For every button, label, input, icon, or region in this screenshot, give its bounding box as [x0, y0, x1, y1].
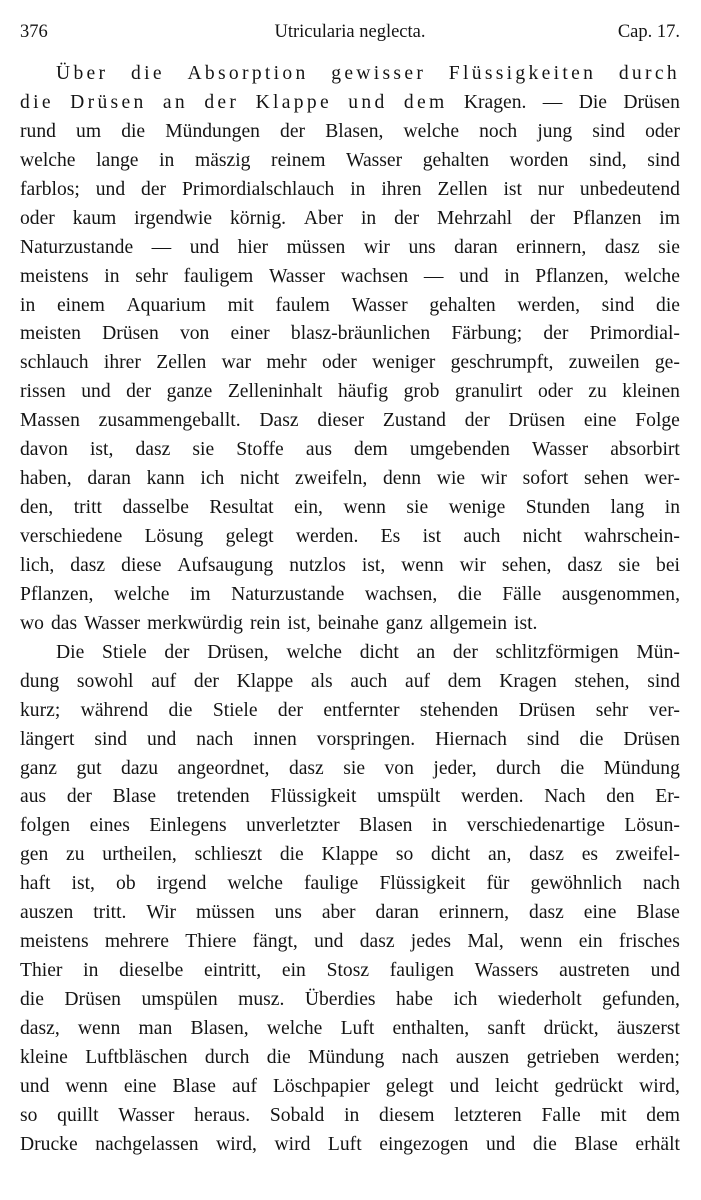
running-title: Utricularia neglecta. — [274, 22, 426, 42]
text-line: die Drüsen an der Klappe und dem Kragen. — Die Drüsen — [20, 91, 680, 113]
text-line: wo das Wasser merkwürdig rein ist, beinahe ganz allgemein ist. — [20, 612, 538, 634]
text-line: ganz gut dazu angeordnet, dasz sie von jeder, durch die Mündung — [20, 757, 680, 779]
text-line: auszen tritt. Wir müssen uns aber daran erinnern, dasz eine Blase — [20, 902, 680, 924]
text-line: davon ist, dasz sie Stoffe aus dem umgebenden Wasser absorbirt — [20, 439, 680, 461]
text-line: rissen und der ganze Zelleninhalt häufig grob granulirt oder zu kleinen — [20, 381, 680, 403]
text-line: Massen zusammengeballt. Dasz dieser Zustand der Drüsen eine Folge — [20, 410, 680, 432]
text-line: Naturzustande — und hier müssen wir uns daran erinnern, dasz sie — [20, 236, 680, 258]
paragraph — [20, 639, 680, 1160]
text-line: Drucke nachgelassen wird, wird Luft eingezogen und die Blase erhält — [20, 1133, 680, 1155]
text-line: aus der Blase tretenden Flüssigkeit umspült werden. Nach den Er- — [20, 786, 680, 808]
page-body — [20, 60, 680, 1160]
text-line: haben, daran kann ich nicht zweifeln, denn wie wir sofort sehen wer- — [20, 468, 680, 490]
text-line: rund um die Mündungen der Blasen, welche noch jung sind oder — [20, 120, 680, 142]
text-line: verschiedene Lösung gelegt werden. Es ist auch nicht wahrschein- — [20, 526, 680, 547]
text-line: Die Stiele der Drüsen, welche dicht an der schlitzförmigen Mün- — [56, 641, 680, 663]
text-line: dung sowohl auf der Klappe als auch auf dem Kragen stehen, sind — [20, 670, 680, 692]
text-line: folgen eines Einlegens unverletzter Blasen in verschiedenartige Lösun- — [20, 815, 680, 837]
text-line: haft ist, ob irgend welche faulige Flüssigkeit für gewöhnlich nach — [20, 873, 680, 895]
text-line: den, tritt dasselbe Resultat ein, wenn sie wenige Stunden lang in — [20, 497, 680, 519]
paragraph — [20, 60, 680, 639]
text-line: lich, dasz diese Aufsaugung nutzlos ist, wenn wir sehen, dasz sie bei — [20, 554, 680, 576]
text-line: kleine Luftbläschen durch die Mündung nach auszen getrieben werden; — [20, 1046, 680, 1068]
text-line: dasz, wenn man Blasen, welche Luft enthalten, sanft drückt, äuszerst — [20, 1017, 680, 1039]
text-line: und wenn eine Blase auf Löschpapier gelegt und leicht gedrückt wird, — [20, 1075, 680, 1097]
page-number: 376 — [20, 22, 48, 42]
text-line: meisten Drüsen von einer blasz-bräunlichen Färbung; der Primordial- — [20, 323, 680, 345]
text-line: schlauch ihrer Zellen war mehr oder weniger geschrumpft, zuweilen ge- — [20, 352, 680, 374]
text-line: oder kaum irgendwie körnig. Aber in der Mehrzahl der Pflanzen im — [20, 207, 680, 229]
text-line: welche lange in mäszig reinem Wasser gehalten worden sind, sind — [20, 149, 680, 171]
text-line: so quillt Wasser heraus. Sobald in diesem letzteren Falle mit dem — [20, 1104, 680, 1126]
text-line: die Drüsen umspülen musz. Überdies habe ich wiederholt gefunden, — [20, 989, 680, 1010]
text-line: Pflanzen, welche im Naturzustande wachsen, die Fälle ausgenommen, — [20, 583, 680, 605]
book-page — [20, 16, 680, 1160]
text-line: gen zu urtheilen, schlieszt die Klappe so dicht an, dasz es zweifel- — [20, 844, 680, 866]
chapter-label: Cap. 17. — [617, 22, 680, 42]
text-line: in einem Aquarium mit faulem Wasser gehalten werden, sind die — [20, 294, 680, 316]
text-line: farblos; und der Primordialschlauch in ihren Zellen ist nur unbedeutend — [20, 178, 680, 200]
text-line: meistens mehrere Thiere fängt, und dasz jedes Mal, wenn ein frisches — [20, 931, 680, 953]
text-line: Thier in dieselbe eintritt, ein Stosz fauligen Wassers austreten und — [20, 960, 680, 982]
text-line: Über die Absorption gewisser Flüssigkeiten durch — [56, 63, 680, 84]
text-line: kurz; während die Stiele der entfernter stehenden Drüsen sehr ver- — [20, 699, 680, 721]
text-line: längert sind und nach innen vorspringen. Hiernach sind die Drüsen — [20, 728, 680, 750]
text-line: meistens in sehr fauligem Wasser wachsen — und in Pflanzen, welche — [20, 265, 680, 287]
running-header — [20, 16, 680, 48]
